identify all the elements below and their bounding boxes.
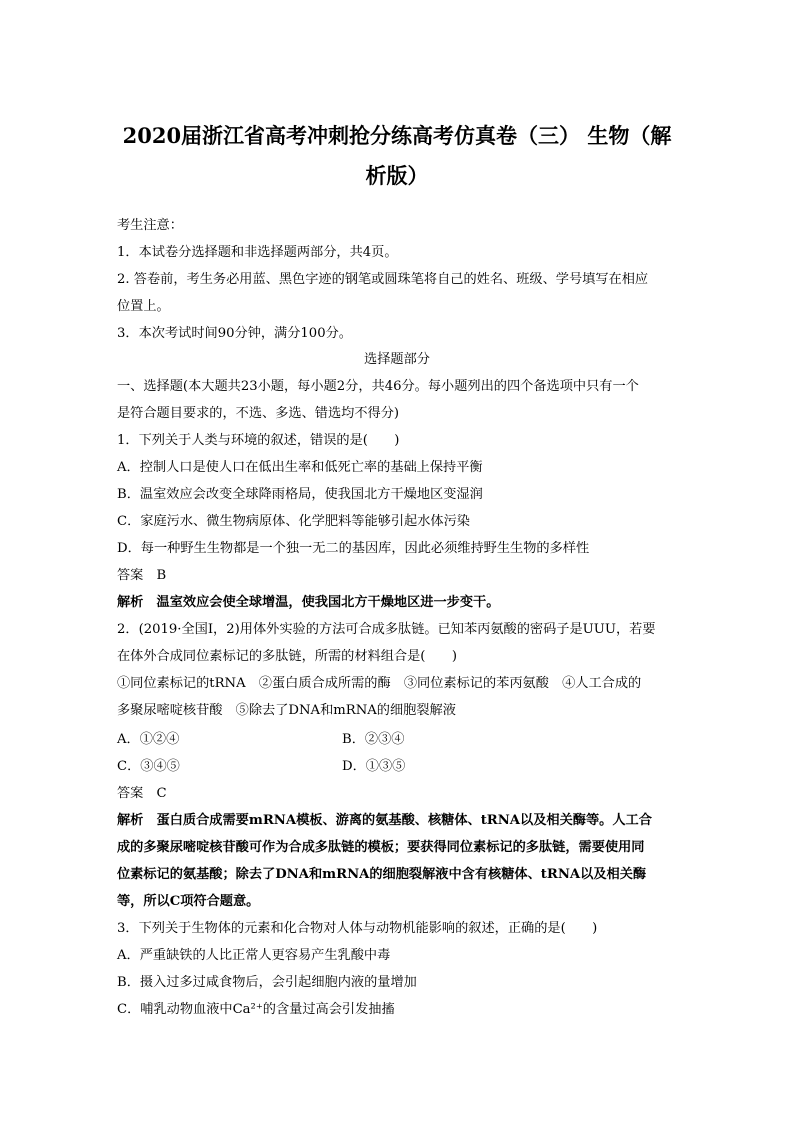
q3-option-b: B．摄入过多过咸食物后，会引起细胞内液的量增加 xyxy=(117,975,417,990)
q1-answer: 答案 B xyxy=(117,568,167,583)
notice-item-2b: 位置上。 xyxy=(117,299,170,314)
q2-stem-b: 在体外合成同位素标记的多肽链，所需的材料组合是( ) xyxy=(117,649,457,664)
q2-answer: 答案 C xyxy=(117,786,167,801)
q2-option-c: C．③④⑤ xyxy=(117,759,180,774)
q1-option-d: D．每一种野生生物都是一个独一无二的基因库，因此必须维持野生生物的多样性 xyxy=(117,541,590,556)
q2-option-a: A．①②④ xyxy=(117,732,180,747)
q1-option-c: C．家庭污水、微生物病原体、化学肥料等能够引起水体污染 xyxy=(117,514,470,529)
document-title-line2: 析版） xyxy=(365,163,429,188)
q3-option-a: A．严重缺铁的人比正常人更容易产生乳酸中毒 xyxy=(117,948,391,963)
part1-intro-b: 是符合题目要求的，不选、多选、错选均不得分) xyxy=(117,406,400,421)
q2-option-d: D．①③⑤ xyxy=(342,759,406,774)
part1-intro-a: 一、选择题(本大题共23小题，每小题2分，共46分。每小题列出的四个备选项中只有一个 xyxy=(117,379,639,394)
q2-stem-a: 2．(2019·全国Ⅰ，2)用体外实验的方法可合成多肽链。已知苯丙氨酸的密码子是UUU，若要 xyxy=(117,622,656,637)
notice-item-3: 3．本次考试时间90分钟，满分100分。 xyxy=(117,326,352,341)
q3-stem: 3．下列关于生物体的元素和化合物对人体与动物机能影响的叙述，正确的是( ) xyxy=(117,921,598,936)
q1-option-b: B．温室效应会改变全球降雨格局，使我国北方干燥地区变湿润 xyxy=(117,487,483,502)
notice-item-1: 1．本试卷分选择题和非选择题两部分，共4页。 xyxy=(117,245,398,260)
q1-option-a: A．控制人口是使人口在低出生率和低死亡率的基础上保持平衡 xyxy=(117,460,483,475)
q2-analysis-2: 成的多聚尿嘧啶核苷酸可作为合成多肽链的模板；要获得同位素标记的多肽链，需要使用同 xyxy=(117,840,645,855)
q1-analysis: 解析 温室效应会使全球增温，使我国北方干燥地区进一步变干。 xyxy=(117,595,500,610)
q2-materials-b: 多聚尿嘧啶核苷酸 ⑤除去了DNA和mRNA的细胞裂解液 xyxy=(117,703,456,718)
q2-analysis-1: 解析 蛋白质合成需要mRNA模板、游离的氨基酸、核糖体、tRNA以及相关酶等。人工合 xyxy=(117,813,652,828)
q3-option-c: C．哺乳动物血液中Ca²⁺的含量过高会引发抽搐 xyxy=(117,1002,395,1017)
q2-analysis-4: 等，所以C项符合题意。 xyxy=(117,894,260,909)
q2-option-b: B．②③④ xyxy=(342,732,405,747)
q2-analysis-3: 位素标记的氨基酸；除去了DNA和mRNA的细胞裂解液中含有核糖体、tRNA以及相关酶 xyxy=(117,867,647,882)
notice-item-2a: 2. 答卷前，考生务必用蓝、黑色字迹的钢笔或圆珠笔将自己的姓名、班级、学号填写在相应 xyxy=(117,272,649,287)
section-title: 选择题部分 xyxy=(364,352,430,367)
q1-stem: 1．下列关于人类与环境的叙述，错误的是( ) xyxy=(117,433,400,448)
notice-heading: 考生注意： xyxy=(117,218,183,233)
q2-materials-a: ①同位素标记的tRNA ②蛋白质合成所需的酶 ③同位素标记的苯丙氨酸 ④人工合成的 xyxy=(117,676,642,691)
document-title-line1: 2020届浙江省高考冲刺抢分练高考仿真卷（三） 生物（解 xyxy=(122,123,672,148)
